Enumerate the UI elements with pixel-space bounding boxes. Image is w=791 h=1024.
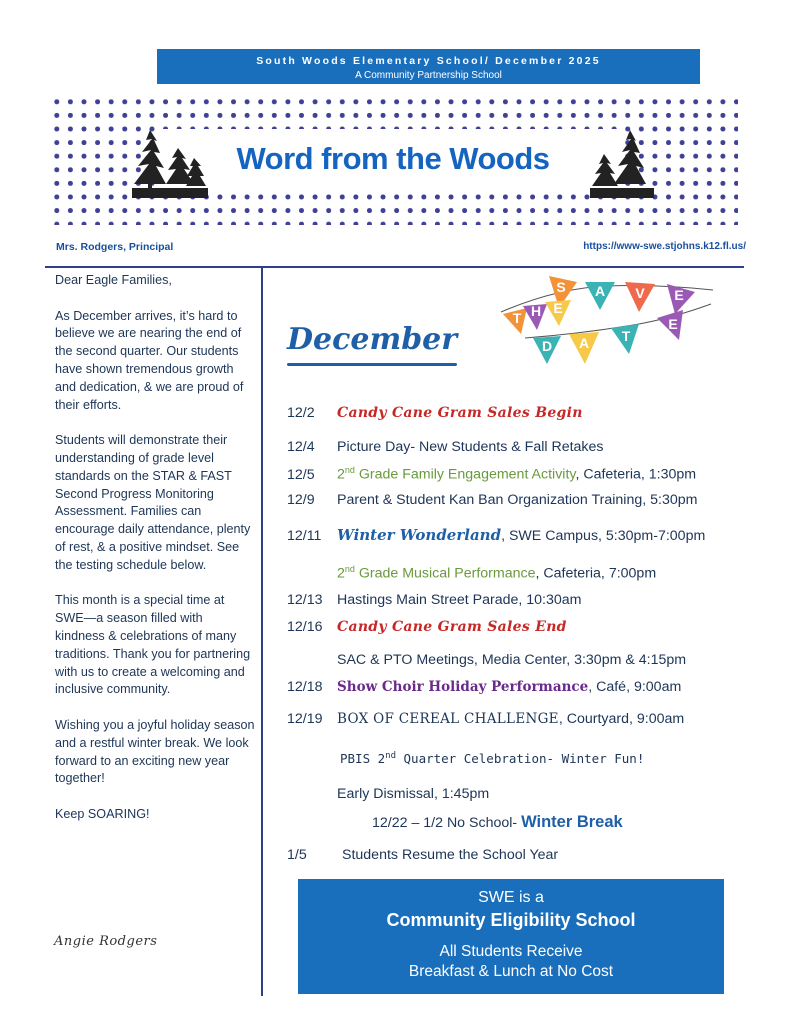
event-highlight: Winter Break [521, 813, 623, 831]
event-title: Early Dismissal, 1:45pm [337, 786, 490, 802]
cep-line-1: SWE is a [478, 889, 544, 906]
svg-text:E: E [674, 287, 684, 303]
svg-text:A: A [578, 335, 590, 351]
event-title: Students Resume the School Year [342, 847, 559, 863]
event-detail: , Courtyard, 9:00am [558, 711, 685, 727]
event-date: 12/2 [287, 405, 315, 421]
event-date: 12/18 [287, 679, 323, 695]
event-detail: , Cafeteria, 1:30pm [575, 466, 697, 483]
letter-paragraph-1: As December arrives, it’s hard to believe we are nearing the end of the second quarter. Our students have shown tremendous growth and dedication, & we are proud of their efforts. [55, 308, 244, 412]
event-row [287, 439, 604, 455]
newsletter-title: Word from the Woods [236, 141, 550, 176]
event-date: 12/13 [287, 592, 323, 608]
event-date: 12/4 [287, 439, 315, 455]
svg-text:E: E [553, 300, 563, 316]
svg-text:T: T [621, 328, 631, 344]
event-date: 12/5 [287, 466, 315, 483]
event-grade-suffix: nd [344, 564, 355, 574]
svg-text:S: S [556, 279, 566, 295]
event-title: 12/22 – 1/2 No School- [372, 815, 522, 831]
save-the-date-bunting [497, 268, 719, 380]
event-title: Grade Family Engagement Activity [354, 466, 576, 483]
pennant-e2 [545, 300, 571, 326]
pine-tree-right-icon [590, 128, 654, 198]
pennant-h [523, 303, 547, 330]
event-title: Candy Cane Gram Sales Begin [337, 405, 583, 421]
event-title: Picture Day- New Students & Fall Retakes [337, 439, 604, 455]
event-date: 12/16 [287, 619, 323, 635]
svg-text:A: A [594, 283, 606, 299]
event-row [372, 813, 623, 832]
month-heading: December [287, 322, 458, 357]
event-row [337, 564, 656, 582]
event-title: PBIS 2 [340, 751, 386, 767]
school-website-link[interactable]: https://www-swe.stjohns.k12.fl.us/ [583, 241, 746, 252]
banner-tagline: A Community Partnership School [355, 70, 502, 81]
principal-letter [55, 272, 255, 824]
cep-line-4: Breakfast & Lunch at No Cost [408, 963, 614, 980]
event-date: 12/11 [287, 528, 322, 544]
pennant-a2 [569, 332, 599, 364]
svg-text:H: H [530, 303, 542, 319]
pennant-d [533, 336, 561, 364]
masthead-title-box [163, 129, 623, 189]
pennant-e [667, 284, 695, 314]
event-title: BOX OF CEREAL CHALLENGE [337, 711, 559, 727]
event-row [337, 786, 489, 802]
letter-paragraph-3: This month is a special time at SWE—a season filled with kindness & celebrations of many traditions. Thank you for partnering with us to create a welcoming and inclusive community. [55, 593, 251, 697]
banner-school-date: South Woods Elementary School/ December 2025 [256, 55, 601, 67]
event-title: Grade Musical Performance [354, 565, 536, 582]
column-divider [261, 268, 263, 996]
principal-signature: Angie Rodgers [54, 934, 158, 949]
pennant-v [625, 282, 655, 312]
pennant-a [585, 282, 615, 310]
event-row [337, 652, 686, 668]
event-row [287, 592, 581, 608]
svg-text:E: E [668, 316, 678, 332]
event-grade-suffix: nd [344, 465, 355, 475]
pennant-t [503, 308, 527, 334]
event-row [287, 405, 583, 421]
event-detail: Quarter Celebration- Winter Fun! [396, 751, 645, 767]
svg-text:D: D [541, 338, 553, 354]
svg-text:V: V [635, 285, 645, 301]
event-row [287, 465, 696, 483]
event-detail: , Café, 9:00am [588, 679, 682, 695]
cep-line-2: Community Eligibility School [386, 910, 636, 930]
svg-text:T: T [512, 310, 522, 326]
event-row [287, 679, 681, 695]
event-row [287, 847, 558, 863]
event-row [287, 492, 697, 508]
event-title: Candy Cane Gram Sales End [337, 619, 567, 635]
month-underline [287, 363, 457, 366]
event-title: SAC & PTO Meetings, Media Center, 3:30pm & 4:15pm [337, 652, 687, 668]
pine-tree-left-icon [132, 128, 208, 198]
event-detail: , SWE Campus, 5:30pm-7:00pm [501, 528, 706, 544]
event-detail: , Cafeteria, 7:00pm [535, 565, 657, 582]
event-row [287, 526, 705, 544]
letter-greeting: Dear Eagle Families, [55, 273, 172, 287]
event-title: Hastings Main Street Parade, 10:30am [337, 592, 582, 608]
pennant-e3 [657, 310, 683, 340]
event-date: 1/5 [287, 847, 307, 863]
event-title: Parent & Student Kan Ban Organization Training, 5:30pm [337, 492, 698, 508]
top-banner [157, 49, 700, 84]
principal-name: Mrs. Rodgers, Principal [56, 241, 174, 253]
event-row [340, 751, 644, 766]
letter-paragraph-4: Wishing you a joyful holiday season and a restful winter break. We look forward to an exciting new year together! [55, 717, 255, 786]
cep-line-3: All Students Receive [439, 943, 583, 960]
letter-closing: Keep SOARING! [55, 806, 150, 821]
event-row [287, 711, 684, 727]
event-row [287, 619, 567, 635]
community-eligibility-box [298, 879, 724, 994]
event-grade: 2 [337, 565, 345, 582]
event-date: 12/19 [287, 711, 323, 727]
event-grade: 2 [337, 466, 345, 483]
event-title: Winter Wonderland [337, 526, 502, 544]
event-date: 12/9 [287, 492, 315, 508]
event-title: Show Choir Holiday Performance [337, 679, 589, 695]
letter-paragraph-2: Students will demonstrate their understanding of grade level standards on the STAR & FAST Second Progress Monitoring Assessment. Families can encourage daily attendance, plenty of rest, & a positive mindset. See the testing schedule below. [55, 433, 251, 572]
event-grade-suffix: nd [385, 751, 396, 761]
pennant-t2 [611, 324, 639, 354]
